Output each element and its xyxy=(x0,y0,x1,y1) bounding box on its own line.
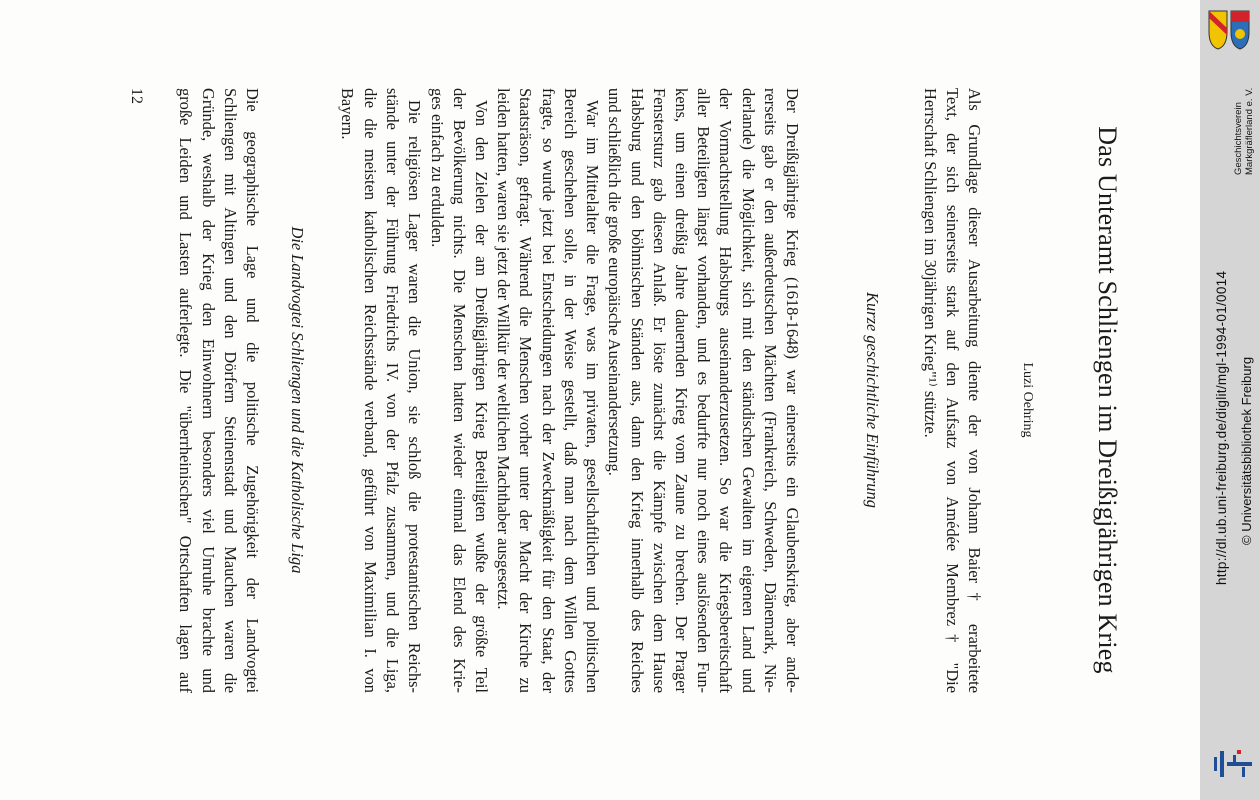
coat-of-arms-icon xyxy=(1206,8,1252,52)
text-line: Bereich geschehen solle, in der Weise gestellt, daß man nach dem Willen Gottes xyxy=(560,88,580,693)
intro-paragraph xyxy=(918,88,985,693)
text-line: ges einfach zu erdulden. xyxy=(427,88,447,248)
section2-paragraph-1 xyxy=(174,88,263,693)
copyright-notice: © Universitätsbibliothek Freiburg xyxy=(1239,356,1254,545)
ub-freiburg-logo-icon xyxy=(1209,745,1255,785)
page-number: 12 xyxy=(128,88,145,104)
text-line: Schliengen mit Altingen und den Dörfern Steinenstadt und Mauchen waren die xyxy=(220,88,240,693)
text-line: der Vormachtstellung Habsburgs auseinanderzusetzen. So war die Kriegsbereitschaft xyxy=(716,88,736,693)
text-line: und schließlich die große europäische Auseinandersetzung. xyxy=(605,88,625,476)
text-line: leiden hatten, waren sie jetzt der Willkür der weltlichen Machthaber ausgesetzt. xyxy=(494,88,514,610)
document-url-link[interactable]: http://dl.ub.uni-freiburg.de/diglit/mgl-1994-01/0014 xyxy=(1214,270,1229,585)
text-line: rerseits gab er den außerdeutschen Mächten (Frankreich, Schweden, Dänemark, Nie- xyxy=(760,88,780,693)
text-line: Text, der sich seinerseits stark auf den Aufsatz von Amédée Membrez† "Die xyxy=(942,88,962,693)
article-title: Das Unteramt Schliengen im Dreißigjährigen Krieg xyxy=(1093,126,1122,674)
text-line: Der Dreißigjährige Krieg (1618-1648) war einerseits ein Glaubenskrieg, aber ande- xyxy=(783,88,802,693)
section1-paragraph-3 xyxy=(425,88,492,693)
text-line: Von den Zielen der am Dreißigjährigen Krieg Beteiligten wußte der größte Teil xyxy=(472,100,491,693)
article-author: Luzi Oehring xyxy=(1020,362,1035,438)
text-line: Die geographische Lage und die politische Zugehörigkeit der Landvogtei xyxy=(243,88,262,693)
text-line: der Bevölkerung nichts. Die Menschen hatten wieder einmal das Elend des Krie- xyxy=(449,88,469,693)
text-line: Herrschaft Schliengen im 30jährigen Krieg"¹⁾ stützte. xyxy=(920,88,940,438)
section1-paragraph-1 xyxy=(603,88,803,693)
text-line: Die religiösen Lager waren die Union, sie schloß die protestantischen Reichs- xyxy=(405,100,424,693)
text-line: die die meisten katholischen Reichsstände verband, geführt von Maximilian I. von xyxy=(360,88,380,693)
society-name-line2: Markgräflerland e. V. xyxy=(1244,87,1255,175)
text-line: Gründe, weshalb der Krieg den Einwohnern besonders viel Unruhe brachte und xyxy=(198,88,218,693)
text-line: Habsburg und den böhmischen Ständen aus, dann den Krieg innerhalb des Reiches xyxy=(627,88,647,693)
text-line: stände unter der Führung Friedrichs IV. von der Pfalz zusammen, und die Liga, xyxy=(382,88,402,693)
text-line: aller Beteiligten längst vorhanden, und es bedurfte nur noch eines auslösenden Fun- xyxy=(694,88,714,693)
society-name-line1: Geschichtsverein xyxy=(1233,102,1244,175)
text-line: Als Grundlage dieser Ausarbeitung diente der von Johann Baier† erarbeitete xyxy=(965,88,984,693)
section1-paragraph-4 xyxy=(336,88,425,693)
section1-paragraph-2 xyxy=(492,88,603,693)
text-line: fragte, so wurde jetzt bei Entscheidungen nach der Zweckmäßigkeit für den Staat, der xyxy=(538,88,558,693)
text-line: Fenstersturz gab diesen Anlaß. Er löste zunächst die Kämpfe zwischen dem Hause xyxy=(649,88,669,693)
section-heading-introduction: Kurze geschichtliche Einführung xyxy=(863,292,882,508)
text-line: kens, um einen dreißig Jahre dauernden Krieg vom Zaune zu brechen. Der Prager xyxy=(671,88,691,693)
text-line: derlande) die Möglichkeit, sich mit den ständischen Gewalten im eigenen Land und xyxy=(738,88,758,693)
text-line: Bayern. xyxy=(338,88,358,140)
text-line: Staatsräson, gefragt. Während die Menschen vorher unter der Macht der Kirche zu xyxy=(516,88,536,693)
section-heading-liga: Die Landvogtei Schliengen und die Katholische Liga xyxy=(288,226,307,574)
text-line: War im Mittelalter die Frage, was im privaten, gesellschaftlichen und politischen xyxy=(583,100,602,693)
text-line: große Leiden und Lasten auferlegte. Die "überrheinischen" Ortschaften lagen auf xyxy=(176,88,196,693)
